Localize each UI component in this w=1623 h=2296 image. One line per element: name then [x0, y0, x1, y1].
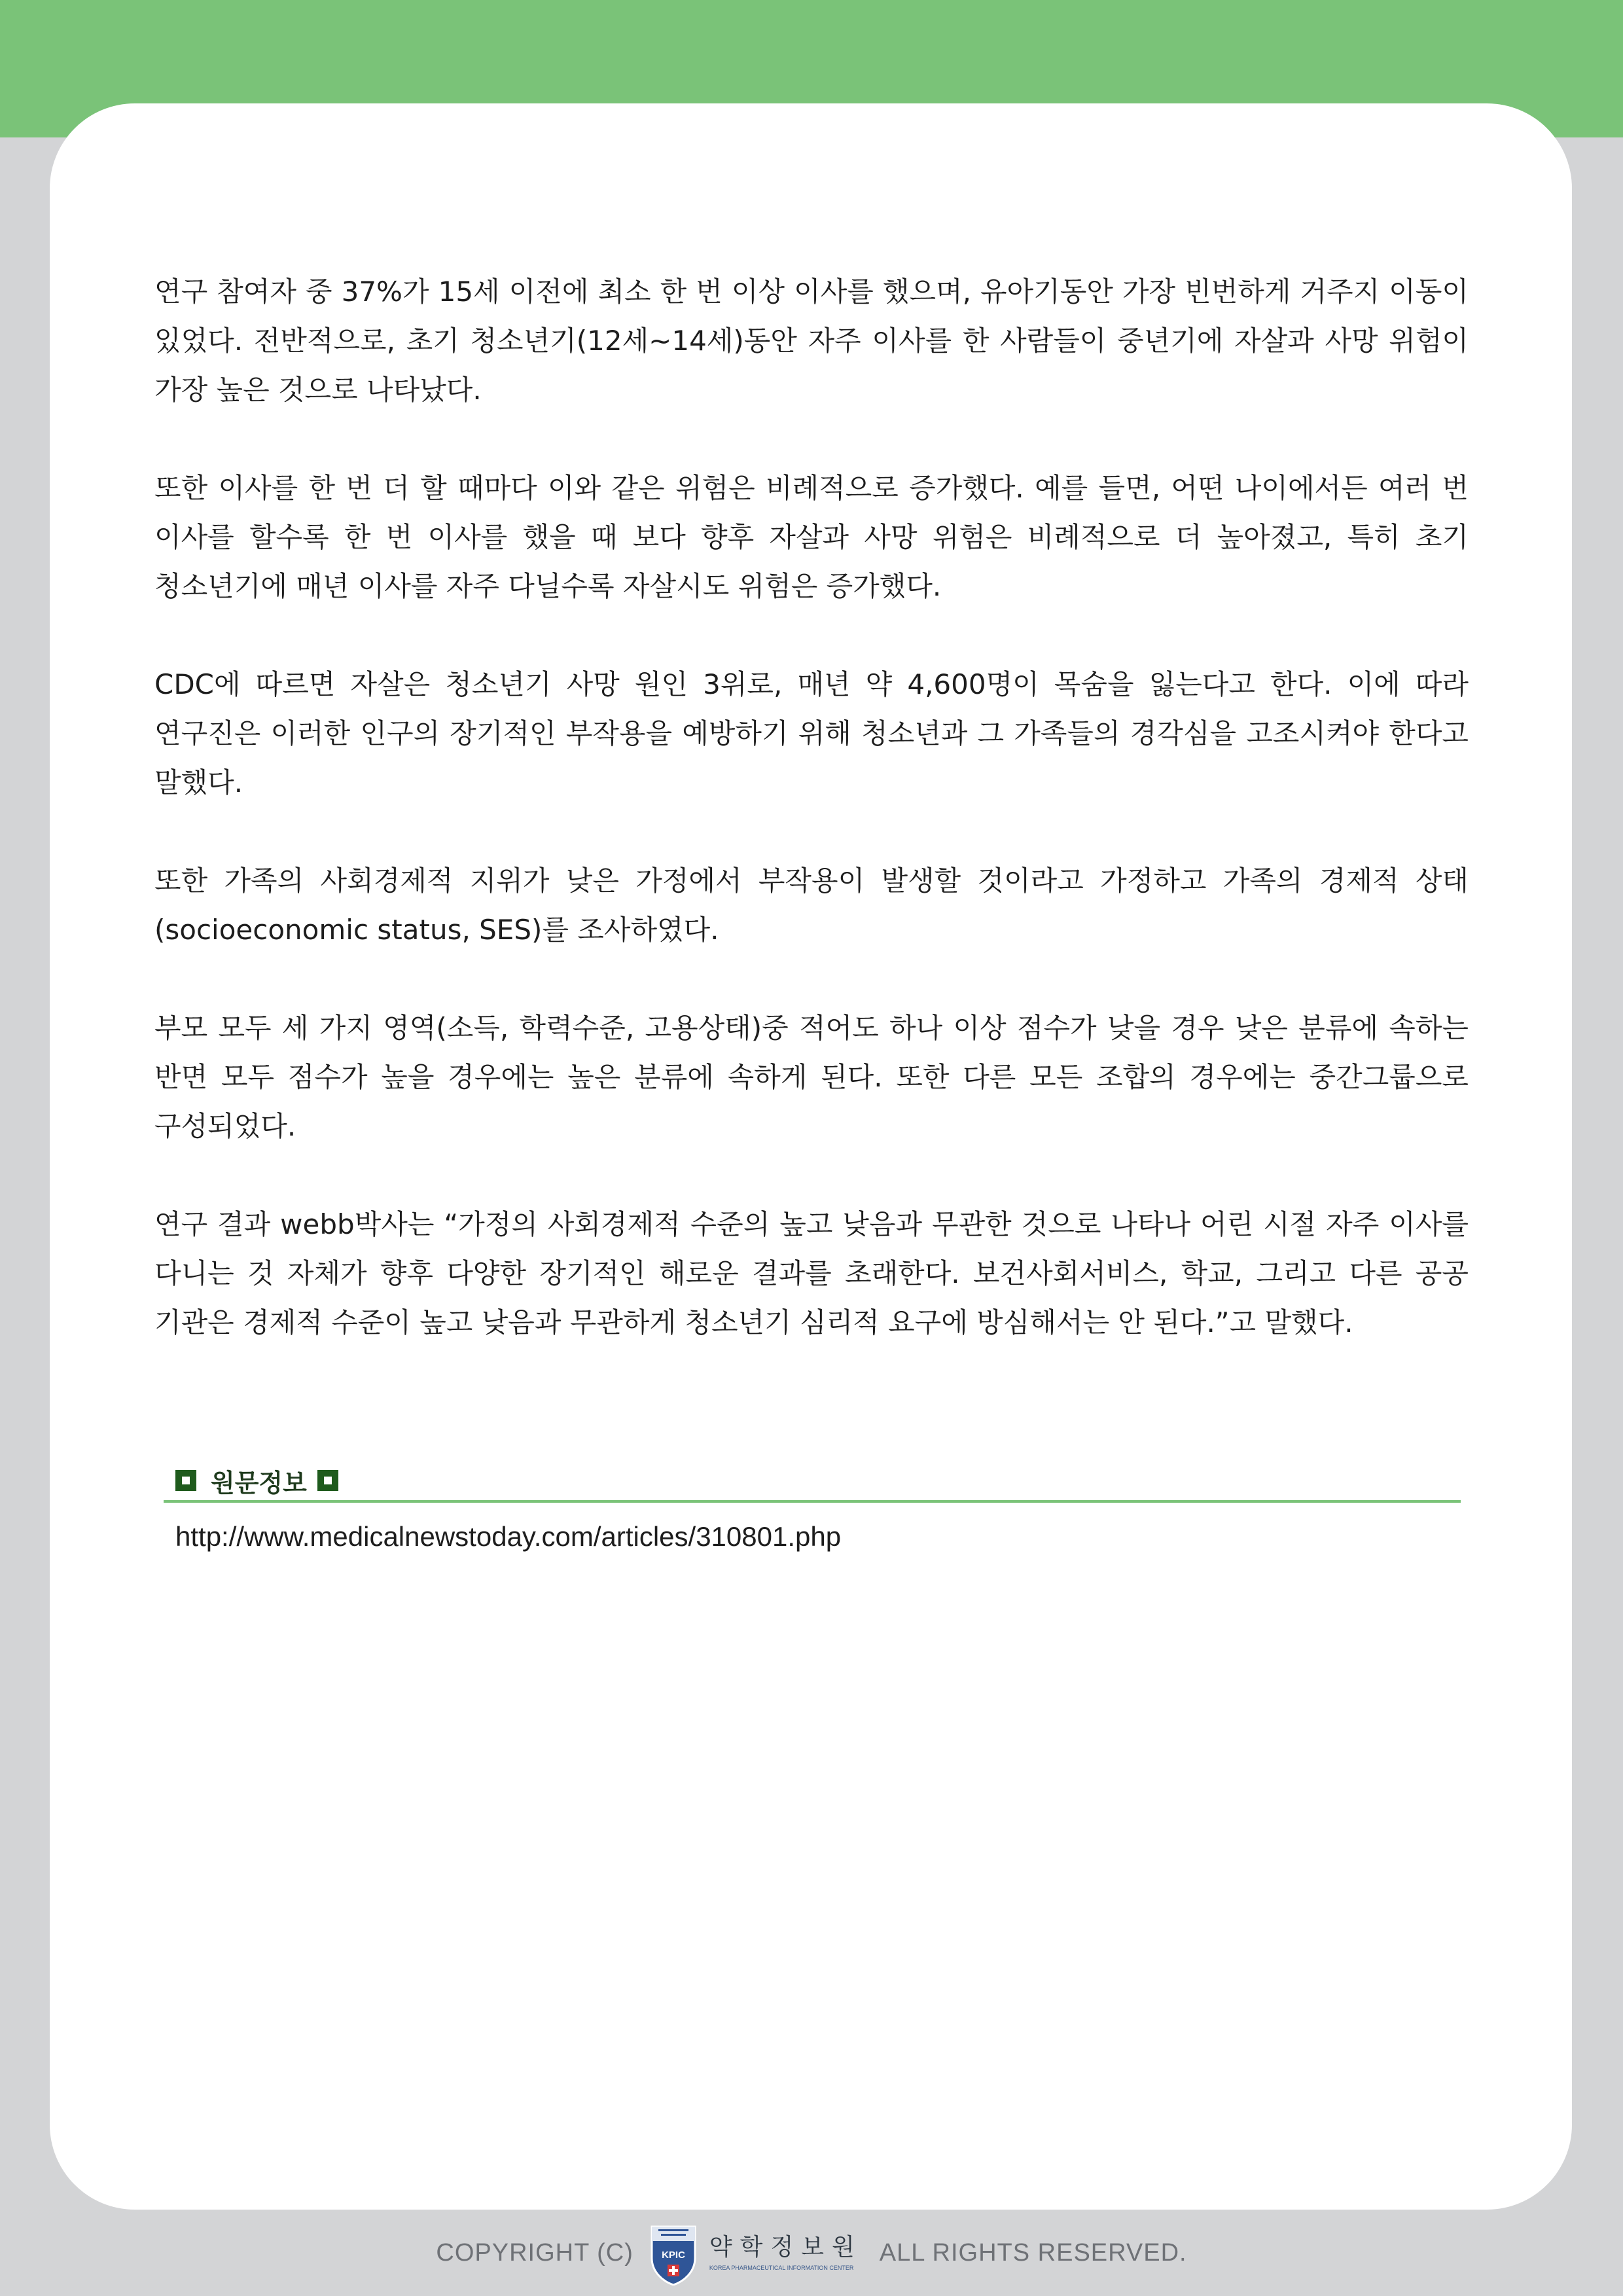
source-url-link[interactable]: http://www.medicalnewstoday.com/articles/310801.php [175, 1521, 842, 1552]
article-body [154, 267, 1469, 1396]
article-paragraph: 또한 가족의 사회경제적 지위가 낮은 가정에서 부작용이 발생할 것이라고 가정하고 가족의 경제적 상태(socioeconomic status, SES)를 조사하였다. [154, 865, 1469, 946]
source-info-section [164, 1461, 1461, 1552]
logo-text: KPIC [661, 2250, 685, 2261]
kpic-logo-icon [649, 2220, 698, 2286]
org-logo-block [709, 2234, 863, 2271]
copyright-right-text: ALL RIGHTS RESERVED. [879, 2238, 1187, 2267]
copyright-left-text: COPYRIGHT (C) [436, 2238, 633, 2267]
article-paragraph: CDC에 따르면 자살은 청소년기 사망 원인 3위로, 매년 약 4,600명이 목숨을 잃는다고 한다. 이에 따라 연구진은 이러한 인구의 장기적인 부작용을 예방하기 위해 청소년과 그 가족들의 경각심을 고조시켜야 한다고 말했다. [154, 668, 1469, 798]
source-info-title: 원문정보 [211, 1468, 307, 1498]
article-paragraph: 연구 결과 webb박사는 “가정의 사회경제적 수준의 높고 낮음과 무관한 것으로 나타나 어린 시절 자주 이사를 다니는 것 자체가 향후 다양한 장기적인 해로운 결과를 초래한다. 보건사회서비스, 학교, 그리고 다른 공공 기관은 경제적 수준이 높고 낮음과 무관하게 청소년기 심리적 요구에 방심해서는 안 된다.”고 말했다. [154, 1208, 1469, 1338]
source-info-header [164, 1461, 1461, 1503]
article-paragraph: 또한 이사를 한 번 더 할 때마다 이와 같은 위험은 비례적으로 증가했다. 예를 들면, 어떤 나이에서든 여러 번 이사를 할수록 한 번 이사를 했을 때 보다 향후 자살과 사망 위험은 비례적으로 더 높아졌고, 특히 초기 청소년기에 매년 이사를 자주 다닐수록 자살시도 위험은 증가했다. [154, 472, 1469, 602]
article-paragraph: 연구 참여자 중 37%가 15세 이전에 최소 한 번 이상 이사를 했으며, 유아기동안 가장 빈번하게 거주지 이동이 있었다. 전반적으로, 초기 청소년기(12세~14세)동안 자주 이사를 한 사람들이 중년기에 자살과 사망 위험이 가장 높은 것으로 나타났다. [154, 276, 1469, 406]
bullet-square-icon [175, 1470, 196, 1491]
bullet-square-icon [317, 1470, 338, 1491]
org-name: 약학정보원 [709, 2234, 863, 2261]
org-name-english: KOREA PHARMACEUTICAL INFORMATION CENTER [709, 2265, 854, 2271]
footer [0, 2210, 1623, 2296]
article-paragraph: 부모 모두 세 가지 영역(소득, 학력수준, 고용상태)중 적어도 하나 이상 점수가 낮을 경우 낮은 분류에 속하는 반면 모두 점수가 높을 경우에는 높은 분류에 속하게 된다. 또한 다른 모든 조합의 경우에는 중간그룹으로 구성되었다. [154, 1012, 1469, 1142]
